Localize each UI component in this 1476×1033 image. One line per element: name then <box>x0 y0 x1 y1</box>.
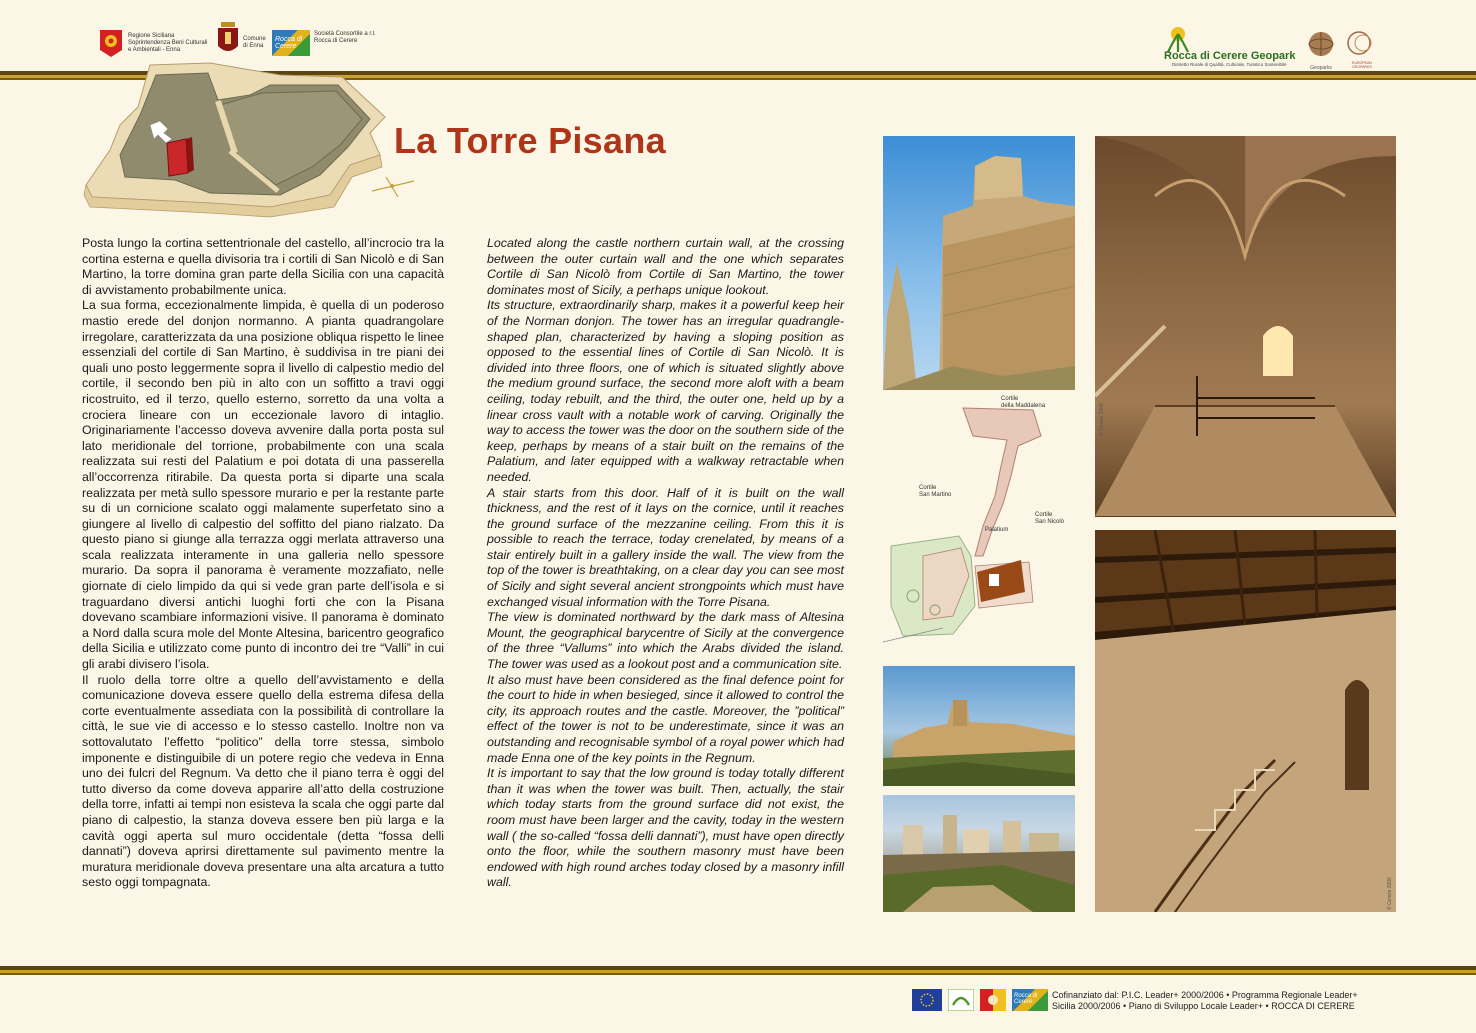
italian-paragraph: Il ruolo della torre oltre a quello dell’avvistamento e della comunicazione doveva essere quello della estrema difesa della corte eventualmente assediata con la possibilità di controllare la città, le sue vie di accesso e lo stesso castello. Inoltre non va sottovalutato l’effetto “politico” della torre stessa, simbolo imponente e distinguibile di un potere regio che vedeva in Enna uno dei fulcri del Regnum. Va detto che il piano terra è oggi del tutto diverso da come doveva apparire all’atto della costruzione della torre, infatti ai tempi non esisteva la scala che oggi parte dal piano di calpestio, la stanza doveva essere ben più larga e la cavità oggi aperta sul muro occidentale (detta “fossa delli dannati”) doveva aprirsi direttamente sul pavimento mentre la muratura meridionale doveva presentare una alta arcatura a tutto sesto oggi tompagnata. <box>82 672 444 890</box>
footer-cofinance-text <box>1052 990 1358 1012</box>
bottom-divider <box>0 966 1476 975</box>
footer-line: Sicilia 2000/2006 • Piano di Sviluppo Locale Leader+ • ROCCA DI CERERE <box>1052 1001 1355 1011</box>
geopark-title: Rocca di Cerere Geopark <box>1164 50 1296 62</box>
consortium-badge-line: Cerere <box>1014 999 1033 1005</box>
footer-line: Cofinanziato dal: P.I.C. Leader+ 2000/2006 • Programma Regionale Leader+ <box>1052 990 1358 1000</box>
region-logo-line: Soprintendenza Beni Culturali <box>128 39 208 46</box>
english-paragraph: A stair starts from this door. Half of it is built on the wall thickness, and the rest of it lays on the cornice, until it reaches the ground surface of the mezzanine ceiling. From this it is possible to reach the terrace, today crenelated, by means of a stair entirely built in a gallery inside the wall. The view from the top of the tower is breathtaking, on a clear day you can see most of Sicily and sight several ancient strongpoints which must have exchanged visual information with the Torre Pisana. <box>487 485 844 609</box>
tower-exterior-photo <box>883 136 1075 390</box>
photo-credit: © Cerere 2006 <box>1099 403 1105 436</box>
beamed-ceiling-photo <box>1095 530 1396 912</box>
castle-panorama-photo <box>883 666 1075 786</box>
region-logo <box>98 28 207 58</box>
european-geoparks-logo <box>1342 30 1382 69</box>
geoparks-logo <box>1306 30 1336 71</box>
comune-logo <box>217 22 266 56</box>
consortium-badge-line: Rocca di <box>1014 993 1038 999</box>
sicily-emblem-icon <box>98 28 124 58</box>
plan-label-line: Cortile <box>1001 396 1019 402</box>
geoparks-label: Geoparks <box>1310 65 1332 71</box>
english-text-column <box>487 236 844 891</box>
english-paragraph: Located along the castle northern curtain wall, at the crossing between the outer curtain wall and the one which separates Cortile di San Nicolò from Cortile di San Martino, the tower dominates most of Sicily, a perhaps unique lookout. <box>487 236 844 297</box>
region-logo-line: Regione Siciliana <box>128 32 175 39</box>
plan-label-line: San Martino <box>919 492 952 498</box>
plan-label-line: della Maddalena <box>1001 403 1046 409</box>
network-label-line: EUROPEAN <box>1352 61 1372 65</box>
consortium-logo <box>272 30 376 56</box>
plan-label-palatium: Palatium <box>985 527 1009 533</box>
plan-label-line: Cortile <box>919 485 937 491</box>
photo-credit: © Cerere 2006 <box>1387 877 1393 910</box>
comune-logo-line: Comune <box>243 36 266 42</box>
floor-plan <box>883 396 1075 658</box>
footer-logos <box>912 989 1048 1011</box>
plan-label-line: Cortile <box>1035 512 1053 518</box>
sicily-emblem-icon <box>980 989 1006 1011</box>
leader-logo-icon <box>948 989 974 1011</box>
english-paragraph: It is important to say that the low ground is today totally different than it was when the tower was built. Then, actually, the stair which today starts from the ground surface did not exist, the room must have been larger and the cavity, today in the western wall ( the so-called “fossa delli dannati”), must have open directly onto the floor, while the southern masonry must have been endowed with high round arches today closed by a masonry infill wall. <box>487 766 844 890</box>
consortium-badge <box>1012 989 1048 1011</box>
page-title: La Torre Pisana <box>394 120 666 161</box>
consortium-logo-line: Rocca di Cerere <box>314 38 358 44</box>
enna-crest-icon <box>217 22 239 56</box>
italian-text-column <box>82 236 444 891</box>
town-view-photo <box>883 795 1075 912</box>
comune-logo-line: di Enna <box>243 43 264 49</box>
italian-paragraph: La sua forma, eccezionalmente limpida, è quella di un poderoso mastio erede del donjon normanno. A pianta quadrangolare irregolare, caratterizzata da una posizione obliqua rispetto le linee essenziali del cortile di San Martino, è suddivisa in tre piani dei quali uno posto leggermente sopra il livello di calpestio medio del cortile, il secondo ben più in alto con un soffitto a travi oggi ricostruito, ed il terzo, quello esterno, sorretto da una volta a crociera lineare con un eccezionale lavoro di intaglio. Originariamente l’accesso doveva avvenire dalla porta posta sul lato meridionale del torrione, probabilmente con una scala realizzata sui resti del Palatium e poi dotata di una passerella all’occorrenza ritirabile. Da questa porta si diparte una scala realizzata per metà sullo spessore murario e per la restante parte su di un cornicione scalato oggi malamente superfetato sino a giungere al livello di calpestio del soffitto del piano rialzato. Da questo piano si giunge alla terrazza oggi merlata attraverso una scala realizzata interamente in una galleria nello spessore murario. Da sopra il panorama è veramente mozzafiato, nelle giornate di cielo limpido da qui si vede gran parte dell’isola e si traguardano diversi antichi luoghi forti che con la Pisana dovevano scambiare informazioni visive. Il panorama è dominato a Nord dalla scura mole del Monte Altesina, baricentro geografico della Sicilia e utilizzato come punto di incontro dei tre “Valli” in cui gli arabi divisero l’isola. <box>82 298 444 672</box>
plan-label-san-martino <box>919 485 951 499</box>
network-swirl-icon <box>1342 30 1376 56</box>
consortium-badge-line: Cerere <box>275 43 297 50</box>
plan-label-maddalena <box>1001 396 1045 410</box>
plan-label-line: San Nicolò <box>1035 519 1065 525</box>
english-paragraph: It also must have been considered as the final defence point for the court to hide in when besieged, since it allowed to control the city, its approach routes and the castle. Moreover, the ”political” effect of the tower is not to be underestimate, since it was an outstanding and recognisable symbol of a royal power which had made Enna one of the key points in the Regnum. <box>487 672 844 765</box>
network-label-line: GEOPARKS <box>1352 65 1372 69</box>
castle-isometric-drawing <box>80 55 420 220</box>
consortium-badge-line: Rocca di <box>275 36 303 43</box>
consortium-badge <box>272 30 310 56</box>
globe-icon <box>1306 30 1336 60</box>
region-logo-line: e Ambientali - Enna <box>128 46 181 53</box>
compass-icon <box>372 177 414 197</box>
geopark-logo <box>1152 24 1302 68</box>
vaulted-interior-photo <box>1095 136 1396 517</box>
eu-flag-icon <box>912 989 942 1011</box>
consortium-logo-line: Società Consortile a r.l. <box>314 31 376 37</box>
english-paragraph: Its structure, extraordinarily sharp, makes it a powerful keep heir of the Norman donjon. The tower has an irregular quadrangle-shaped plan, characterized by having a sloping position as opposed to the essential lines of Cortile di San Nicolò. It is divided into three floors, one of which is situated slightly above the medium ground surface, the second more aloft with a beam ceiling, today rebuilt, and the third, the outer one, held up by a linear cross vault with a notable work of carving. Originally the way to access the tower was the door on the southern side of the keep, perhaps by means of a stair built on the remains of the Palatium, and later equipped with a walkway retractable when needed. <box>487 298 844 484</box>
italian-paragraph: Posta lungo la cortina settentrionale del castello, all’incrocio tra la cortina esterna e quella divisoria tra i cortili di San Nicolò e di San Martino, la torre domina gran parte della Sicilia con una capacità di avvistamento probabilmente unica. <box>82 236 444 297</box>
english-paragraph: The view is dominated northward by the dark mass of Altesina Mount, the geographical barycentre of Sicily at the convergence of the three “Vallums” into which the Arabs divided the island. The tower was used as a lookout post and a communication site. <box>487 610 844 672</box>
plan-label-san-nicolo <box>1035 512 1064 526</box>
geopark-subtitle: Distretto Rurale di Qualità, Culturale, Turistico Sostenibile <box>1172 62 1287 67</box>
